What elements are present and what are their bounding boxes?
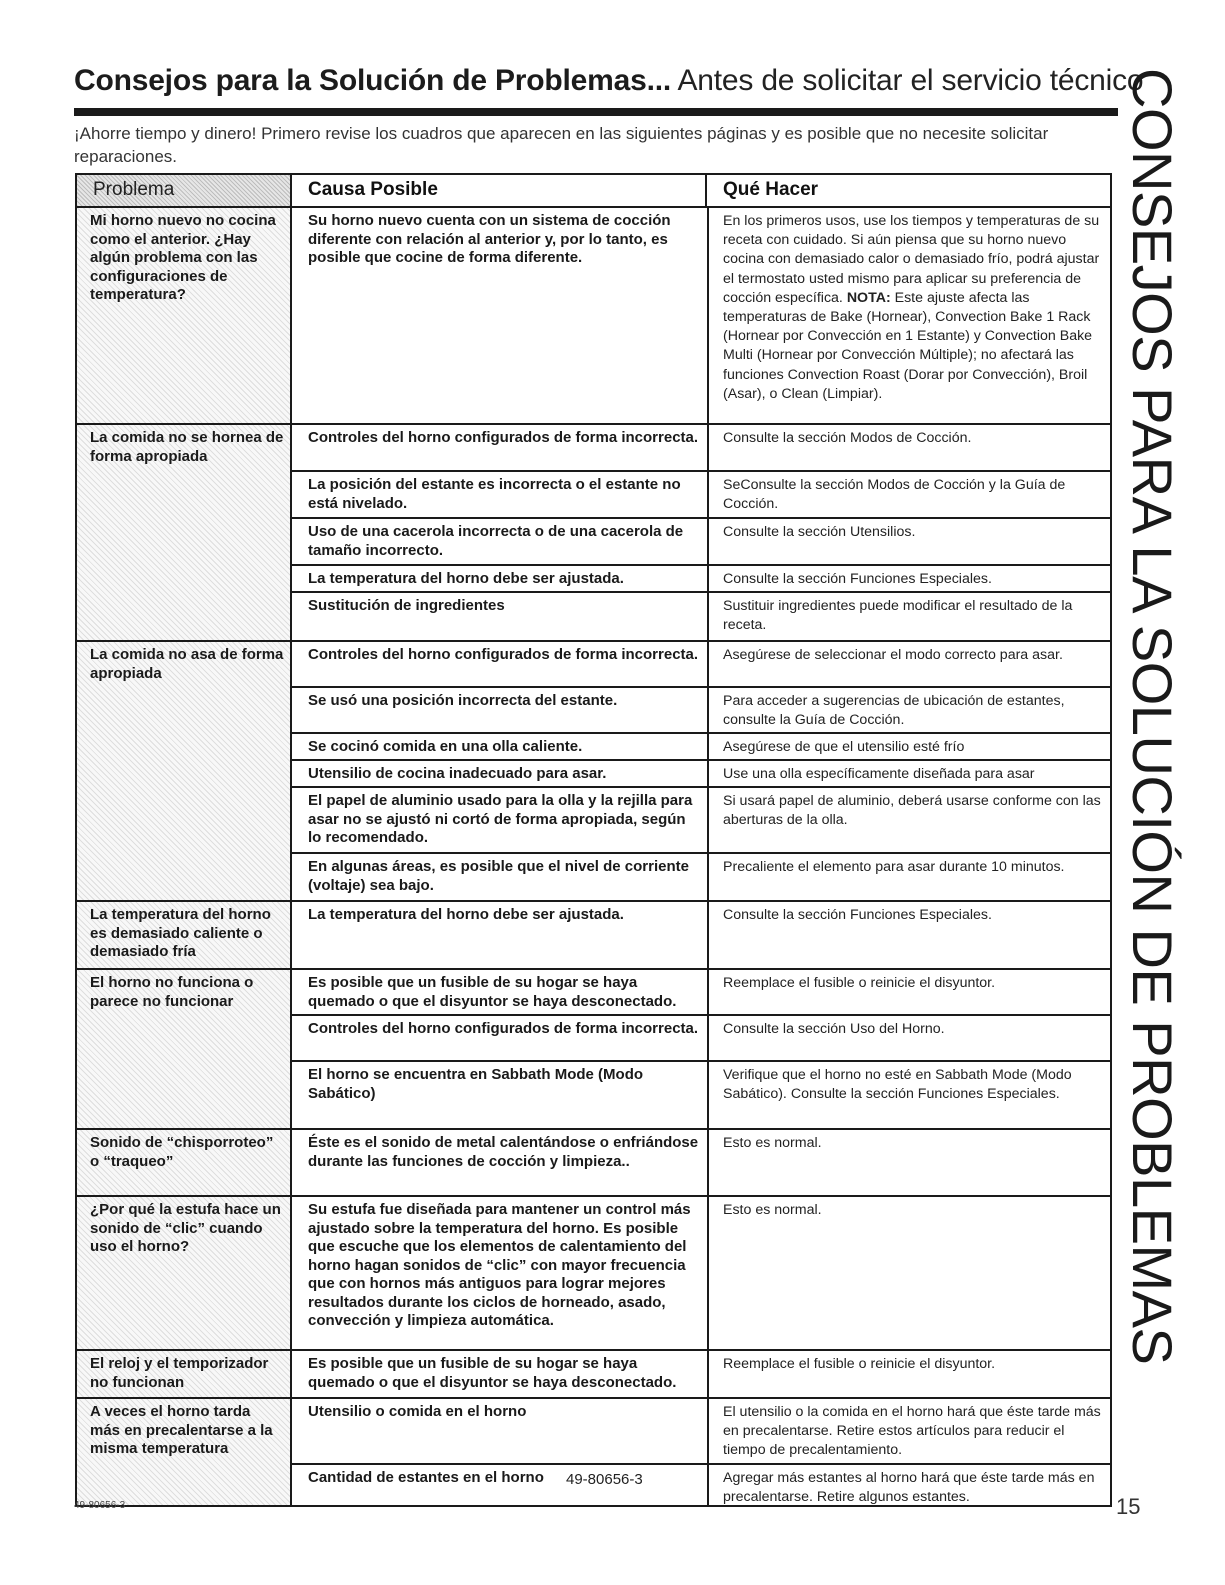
table-row (292, 208, 1110, 423)
problem-group (77, 1130, 1110, 1197)
action-cell: Sustituir ingredientes puede modificar el resultado de la receta. (707, 593, 1110, 640)
cause-cell: La posición del estante es incorrecta o el estante no está nivelado. (308, 476, 681, 512)
problem-group (77, 902, 1110, 970)
action-cell: Asegúrese de seleccionar el modo correcto para asar. (707, 642, 1110, 686)
page-title-bold: Consejos para la Solución de Problemas... (74, 64, 671, 97)
action-cell (707, 208, 1110, 423)
problem-group (77, 1351, 1110, 1399)
action-cell: Agregar más estantes al horno hará que éste tarde más en precalentarse. Retire algunos estantes. (707, 1465, 1110, 1505)
note-label: NOTA: (846, 289, 891, 306)
cause-cell: Utensilio o comida en el horno (308, 1403, 527, 1420)
cause-rows (290, 1197, 1110, 1349)
sidebar-title: CONSEJOS PARA LA SOLUCIÓN DE PROBLEMAS (1121, 68, 1184, 1365)
table-row (292, 902, 1110, 968)
table-row (292, 854, 1110, 900)
table-row (292, 970, 1110, 1016)
cause-rows (290, 1399, 1110, 1505)
cause-cell: Sustitución de ingredientes (308, 597, 505, 614)
problem-cell: ¿Por qué la estufa hace un sonido de “clic” cuando uso el horno? (77, 1197, 290, 1349)
action-cell: Consulte la sección Utensilios. (707, 519, 1110, 564)
action-text: Este ajuste afecta las temperaturas de Bake (Hornear), Convection Bake 1 Rack (Hornear por Convección en 1 Estante) y Convection Bake Multi (Hornear por Convección Múltiple); no afectará las funciones Convection Roast (Dorar por Convección), Broil (Asar), o Clean (Limpiar). (723, 289, 1093, 402)
problem-cell: Sonido de “chisporroteo” o “traqueo” (77, 1130, 290, 1195)
cause-rows (290, 1351, 1110, 1397)
table-row (292, 688, 1110, 734)
action-cell: Consulte la sección Uso del Horno. (707, 1016, 1110, 1060)
table-row (292, 472, 1110, 519)
problem-cell: La comida no asa de forma apropiada (77, 642, 290, 900)
page-title (74, 62, 1143, 100)
table-row (292, 788, 1110, 854)
action-cell: Para acceder a sugerencias de ubicación de estantes, consulte la Guía de Cocción. (707, 688, 1110, 732)
cause-rows (290, 1130, 1110, 1195)
action-cell: Esto es normal. (707, 1130, 1110, 1195)
action-cell: SeConsulte la sección Modos de Cocción y la Guía de Cocción. (707, 472, 1110, 517)
action-cell: Verifique que el horno no esté en Sabbath Mode (Modo Sabático). Consulte la sección Funciones Especiales. (707, 1062, 1110, 1128)
cause-cell: Uso de una cacerola incorrecta o de una cacerola de tamaño incorrecto. (308, 523, 684, 559)
cause-rows (290, 425, 1110, 640)
cause-cell: Éste es el sonido de metal calentándose o enfriándose durante las funciones de cocción y limpieza.. (308, 1134, 699, 1170)
cause-cell: Controles del horno configurados de forma incorrecta. (308, 429, 699, 446)
document-code-center: 49-80656-3 (566, 1471, 643, 1488)
table-row (292, 566, 1110, 593)
column-header-problem: Problema (77, 175, 290, 206)
table-row (292, 425, 1110, 472)
table-row (292, 1351, 1110, 1397)
cause-rows (290, 970, 1110, 1128)
problem-group (77, 970, 1110, 1130)
action-cell: Reemplace el fusible o reinicie el disyuntor. (707, 1351, 1110, 1397)
problem-group (77, 208, 1110, 425)
problem-cell: Mi horno nuevo no cocina como el anterior. ¿Hay algún problema con las configuraciones de temperatura? (77, 208, 290, 423)
action-cell: Reemplace el fusible o reinicie el disyuntor. (707, 970, 1110, 1014)
cause-cell: Cantidad de estantes en el horno (308, 1469, 544, 1486)
table-row (292, 734, 1110, 761)
table-row (292, 1197, 1110, 1349)
troubleshooting-table (75, 173, 1112, 1507)
action-cell: Consulte la sección Modos de Cocción. (707, 425, 1110, 470)
cause-cell: Se usó una posición incorrecta del estante. (308, 692, 618, 709)
action-cell: Si usará papel de aluminio, deberá usarse conforme con las aberturas de la olla. (707, 788, 1110, 852)
problem-cell: El horno no funciona o parece no funcionar (77, 970, 290, 1128)
table-header-row (77, 175, 1110, 208)
cause-cell: Su horno nuevo cuenta con un sistema de cocción diferente con relación al anterior y, por lo tanto, es posible que cocine de forma diferente. (308, 212, 671, 266)
action-cell: Consulte la sección Funciones Especiales. (707, 902, 1110, 968)
problem-cell: La comida no se hornea de forma apropiada (77, 425, 290, 640)
column-header-action: Qué Hacer (705, 175, 1110, 206)
problem-group (77, 1399, 1110, 1505)
cause-cell: El horno se encuentra en Sabbath Mode (Modo Sabático) (308, 1066, 644, 1102)
page-number: 15 (1116, 1494, 1141, 1519)
table-row (292, 593, 1110, 640)
action-cell: Esto es normal. (707, 1197, 1110, 1349)
action-text: En los primeros usos, use los tiempos y temperaturas de su receta con cuidado. Si aún piensa que su horno nuevo cocina con demasiado calor o demasiado frío, podrá ajustar el termostato usted mismo para aplicar su preferencia de cocción específica. (723, 213, 1100, 306)
table-row (292, 1130, 1110, 1195)
table-row (292, 1465, 1110, 1505)
cause-cell: Su estufa fue diseñada para mantener un control más ajustado sobre la temperatura del horno. Es posible que escuche que los elementos de calentamiento del horno hagan sonidos de “clic” con mayor frecuencia que con hornos más antiguos para lograr mejores resultados durante los ciclos de horneado, asado, convección y limpieza automática. (308, 1201, 691, 1329)
cause-rows (290, 902, 1110, 968)
action-cell: Precaliente el elemento para asar durante 10 minutos. (707, 854, 1110, 900)
column-header-cause: Causa Posible (290, 175, 705, 206)
cause-cell: Controles del horno configurados de forma incorrecta. (308, 646, 699, 663)
action-cell: Asegúrese de que el utensilio esté frío (707, 734, 1110, 759)
cause-cell: Es posible que un fusible de su hogar se haya quemado o que el disyuntor se haya desconectado. (308, 974, 677, 1010)
cause-rows (290, 642, 1110, 900)
problem-cell: El reloj y el temporizador no funcionan (77, 1351, 290, 1397)
action-cell: El utensilio o la comida en el horno hará que éste tarde más en precalentarse. Retire estos artículos para reducir el tiempo de precalentamiento. (707, 1399, 1110, 1463)
table-row (292, 519, 1110, 566)
problem-cell: La temperatura del horno es demasiado caliente o demasiado fría (77, 902, 290, 968)
cause-rows (290, 208, 1110, 423)
problem-cell: A veces el horno tarda más en precalentarse a la misma temperatura (77, 1399, 290, 1505)
cause-cell: Utensilio de cocina inadecuado para asar. (308, 765, 607, 782)
cause-cell: Se cocinó comida en una olla caliente. (308, 738, 583, 755)
intro-paragraph: ¡Ahorre tiempo y dinero! Primero revise los cuadros que aparecen en las siguientes páginas y es posible que no necesite solicitar reparaciones. (74, 124, 1049, 166)
table-row (292, 761, 1110, 788)
table-row (292, 642, 1110, 688)
title-divider (74, 108, 1118, 116)
action-cell: Consulte la sección Funciones Especiales. (707, 566, 1110, 591)
problem-group (77, 642, 1110, 902)
cause-cell: El papel de aluminio usado para la olla y la rejilla para asar no se ajustó ni cortó de forma apropiada, según lo recomendado. (308, 792, 693, 846)
cause-cell: La temperatura del horno debe ser ajustada. (308, 906, 624, 923)
table-row (292, 1016, 1110, 1062)
action-cell: Use una olla específicamente diseñada para asar (707, 761, 1110, 786)
cause-cell: La temperatura del horno debe ser ajustada. (308, 570, 624, 587)
cause-cell: Controles del horno configurados de forma incorrecta. (308, 1020, 699, 1037)
problem-group (77, 425, 1110, 642)
table-row (292, 1399, 1110, 1465)
document-code-left: 49-80656-3 (74, 1500, 126, 1511)
section-sidebar (1120, 68, 1184, 1365)
table-row (292, 1062, 1110, 1128)
cause-cell: Es posible que un fusible de su hogar se haya quemado o que el disyuntor se haya desconectado. (308, 1355, 677, 1391)
problem-group (77, 1197, 1110, 1351)
cause-cell: En algunas áreas, es posible que el nivel de corriente (voltaje) sea bajo. (308, 858, 689, 894)
page-title-subtitle: Antes de solicitar el servicio técnico (670, 64, 1144, 97)
